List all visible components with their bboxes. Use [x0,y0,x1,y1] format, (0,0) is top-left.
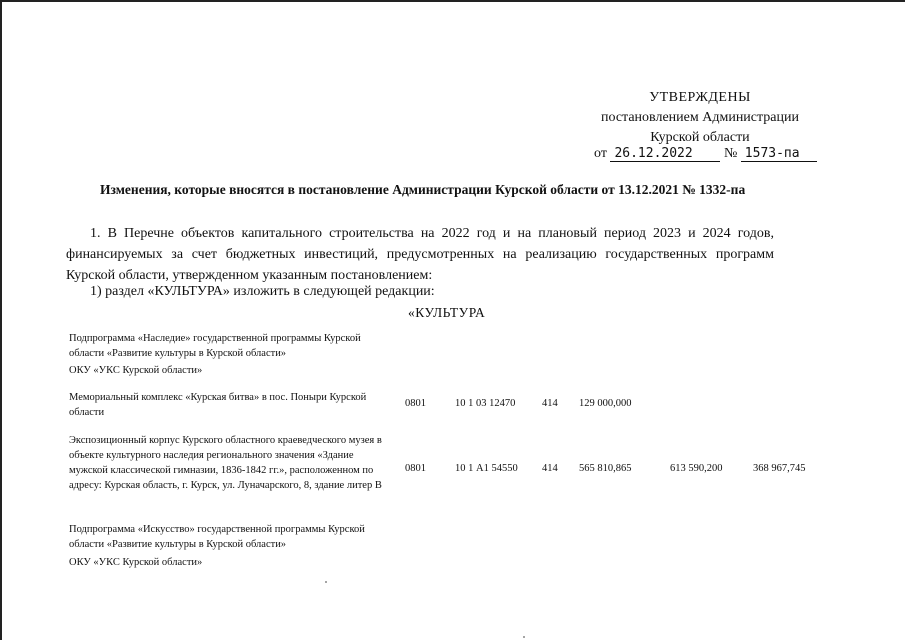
section-heading: «КУЛЬТУРА [408,305,486,320]
approval-number: 1573-па [741,146,817,162]
subprogram-2-title: Подпрограмма «Искусство» государственной программы Курской области «Развитие культуры в Курской области» [69,524,365,550]
subprogram-1-title: Подпрограмма «Наследие» государственной программы Курской области «Развитие культуры в Курской области» [69,333,361,359]
table-row-2-name: Экспозиционный корпус Курского областного краеведческого музея в объекте культурного наследия регионального значения «Здание мужской классической гимназии, 1836-1842 гг.», расположенном по адресу: Курская область, г. Курск, ул. Луначарского, 8, здание литер В [69,435,382,491]
scan-speck [523,636,525,638]
approval-title: УТВЕРЖДЕНЫ [649,90,751,105]
table-row-1-code: 0801 [405,398,426,409]
subparagraph-1: 1) раздел «КУЛЬТУРА» изложить в следующей редакции: [90,284,435,299]
date-prefix: от [594,146,607,161]
scan-speck [325,581,327,583]
scan-edge-left [0,0,2,640]
subprogram-2-org: ОКУ «УКС Курской области» [69,557,203,568]
table-row-1-kind: 414 [542,398,558,409]
subprogram-1-org: ОКУ «УКС Курской области» [69,365,203,376]
approval-stamp [560,88,840,148]
scan-edge-top [0,0,905,2]
table-row-2-code: 0801 [405,463,426,474]
table-row-1-target: 10 1 03 12470 [455,398,516,409]
paragraph-1: 1. В Перечне объектов капитального строительства на 2022 год и на плановый период 2023 и 2024 годов, финансируемых за счет бюджетных инвестиций, предусмотренных на реализацию государственных программ Курской области, утвержденном указанным постановлением: [66,226,774,283]
table-row-2-kind: 414 [542,463,558,474]
table-row-2-2023: 613 590,200 [670,463,723,474]
approval-date: 26.12.2022 [610,146,720,162]
approval-line1: постановлением Администрации [601,110,799,125]
table-row-2-2022: 565 810,865 [579,463,632,474]
table-row-1-name: Мемориальный комплекс «Курская битва» в пос. Поныри Курской области [69,392,367,418]
table-row-2-2024: 368 967,745 [753,463,806,474]
document-title: Изменения, которые вносятся в постановление Администрации Курской области от 13.12.2021 № 1332-па [100,182,746,197]
table-row-1-2022: 129 000,000 [579,398,632,409]
table-row-2-target: 10 1 А1 54550 [455,463,518,474]
number-prefix: № [723,146,738,161]
approval-date-line [594,146,817,162]
approval-line2: Курской области [650,130,750,145]
